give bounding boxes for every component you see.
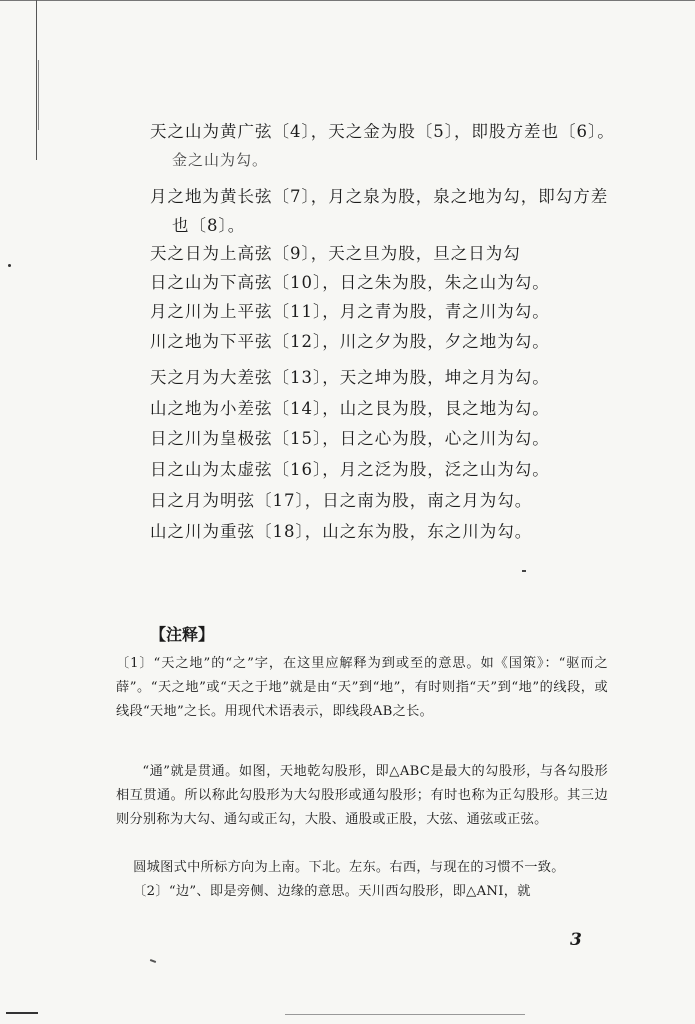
verse-line: 也〔8〕。 xyxy=(172,216,246,235)
scan-dash xyxy=(6,1012,38,1014)
verse-line: 月之川为上平弦〔11〕，月之青为股，青之川为勾。 xyxy=(150,302,550,321)
scan-speck xyxy=(8,264,11,267)
bottom-scan-line xyxy=(285,1014,525,1015)
verse-line: 川之地为下平弦〔12〕，川之夕为股，夕之地为勾。 xyxy=(150,332,550,351)
page-number: 3 xyxy=(570,930,582,950)
binding-edge-line-2 xyxy=(38,60,39,130)
top-border xyxy=(0,0,695,1)
note-1: 〔1〕“天之地”的“之”字，在这里应解释为到或至的意思。如《国策》：“驱而之薛”。“天之地”或“天之于地”就是由“天”到“地”，有时则指“天”到“地”的线段，或线段“天地”之长。用现代术语表示，即线段AB之长。 xyxy=(116,656,608,719)
verse-line: 日之川为皇极弦〔15〕，日之心为股，心之川为勾。 xyxy=(150,429,550,448)
notes-heading: 【注释】 xyxy=(150,625,215,644)
verse-line: 日之山为太虚弦〔16〕，月之泛为股，泛之山为勾。 xyxy=(150,460,550,479)
binding-edge-line xyxy=(36,0,37,160)
verse-line: 天之月为大差弦〔13〕，天之坤为股，坤之月为勾。 xyxy=(150,368,550,387)
scan-mark xyxy=(522,570,526,572)
verse-line: 天之山为黄广弦〔4〕，天之金为股〔5〕，即股方差也〔6〕。 xyxy=(150,122,615,141)
verse-line: 天之日为上高弦〔9〕，天之旦为股，旦之日为勾 xyxy=(150,244,521,263)
verse-line: 月之地为黄长弦〔7〕，月之泉为股，泉之地为勾，即勾方差 xyxy=(150,187,609,206)
verse-line: 山之川为重弦〔18〕，山之东为股，东之川为勾。 xyxy=(150,522,533,541)
note-1-direction: 圆城图式中所标方向为上南。下北。左东。右西，与现在的习惯不一致。 xyxy=(133,860,565,875)
verse-line: 日之山为下高弦〔10〕，日之朱为股，朱之山为勾。 xyxy=(150,273,550,292)
scan-tick xyxy=(150,959,156,963)
verse-line: 日之月为明弦〔17〕，日之南为股，南之月为勾。 xyxy=(150,491,533,510)
verse-line: 金之山为勾。 xyxy=(172,151,269,169)
note-1-continued: “通”就是贯通。如图，天地乾勾股形，即△ABC是最大的勾股形，与各勾股形相互贯通。所以称此勾股形为大勾股形或通勾股形；有时也称为正勾股形。其三边则分别称为大勾、通勾或正勾，大股、通股或正股，大弦、通弦或正弦。 xyxy=(116,764,608,827)
note-2: 〔2〕“边”、即是旁侧、边缘的意思。天川西勾股形，即△ANI，就 xyxy=(133,884,531,899)
verse-line: 山之地为小差弦〔14〕，山之艮为股，艮之地为勾。 xyxy=(150,399,550,418)
